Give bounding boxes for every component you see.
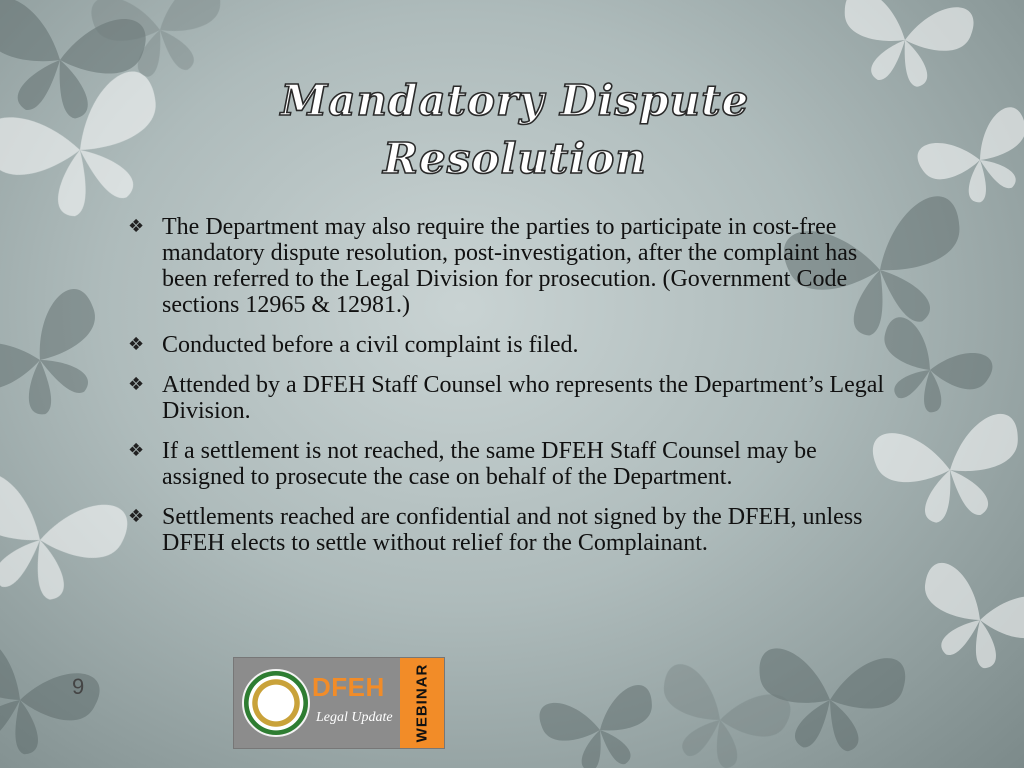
logo-name: DFEH: [312, 672, 385, 702]
list-item: [128, 372, 898, 424]
slide-title: [150, 72, 880, 188]
bullet-text: Conducted before a civil complaint is filed.: [162, 332, 579, 358]
slide-number: 9: [72, 674, 85, 699]
seal-icon: [242, 669, 310, 737]
bullet-diamond-icon: ❖: [128, 374, 145, 395]
logo-side-banner: [400, 658, 444, 748]
title-line-1: Mandatory Dispute: [280, 76, 750, 125]
logo-tagline: Legal Update: [316, 710, 393, 725]
bullet-list: [128, 214, 898, 570]
logo-side-label: WEBINAR: [413, 663, 431, 743]
bullet-diamond-icon: ❖: [128, 334, 145, 355]
bullet-diamond-icon: ❖: [128, 216, 145, 237]
list-item: [128, 504, 898, 556]
list-item: [128, 214, 898, 318]
bullet-diamond-icon: ❖: [128, 506, 145, 527]
dfeh-webinar-logo: [233, 657, 445, 749]
title-line-2: Resolution: [383, 134, 647, 183]
list-item: [128, 438, 898, 490]
bullet-text: Settlements reached are confidential and not signed by the DFEH, unless DFEH elects to settle without relief for the Complainant.: [162, 504, 863, 556]
list-item: [128, 332, 898, 358]
bullet-text: Attended by a DFEH Staff Counsel who represents the Department’s Legal Division.: [162, 372, 885, 424]
bullet-diamond-icon: ❖: [128, 440, 145, 461]
bullet-text: The Department may also require the parties to participate in cost-free mandatory dispute resolution, post-investigation, after the complaint has been referred to the Legal Division for prosecution. (Government Code sections 12965 & 12981.): [162, 214, 858, 318]
bullet-text: If a settlement is not reached, the same DFEH Staff Counsel may be assigned to prosecute the case on behalf of the Department.: [162, 438, 817, 490]
